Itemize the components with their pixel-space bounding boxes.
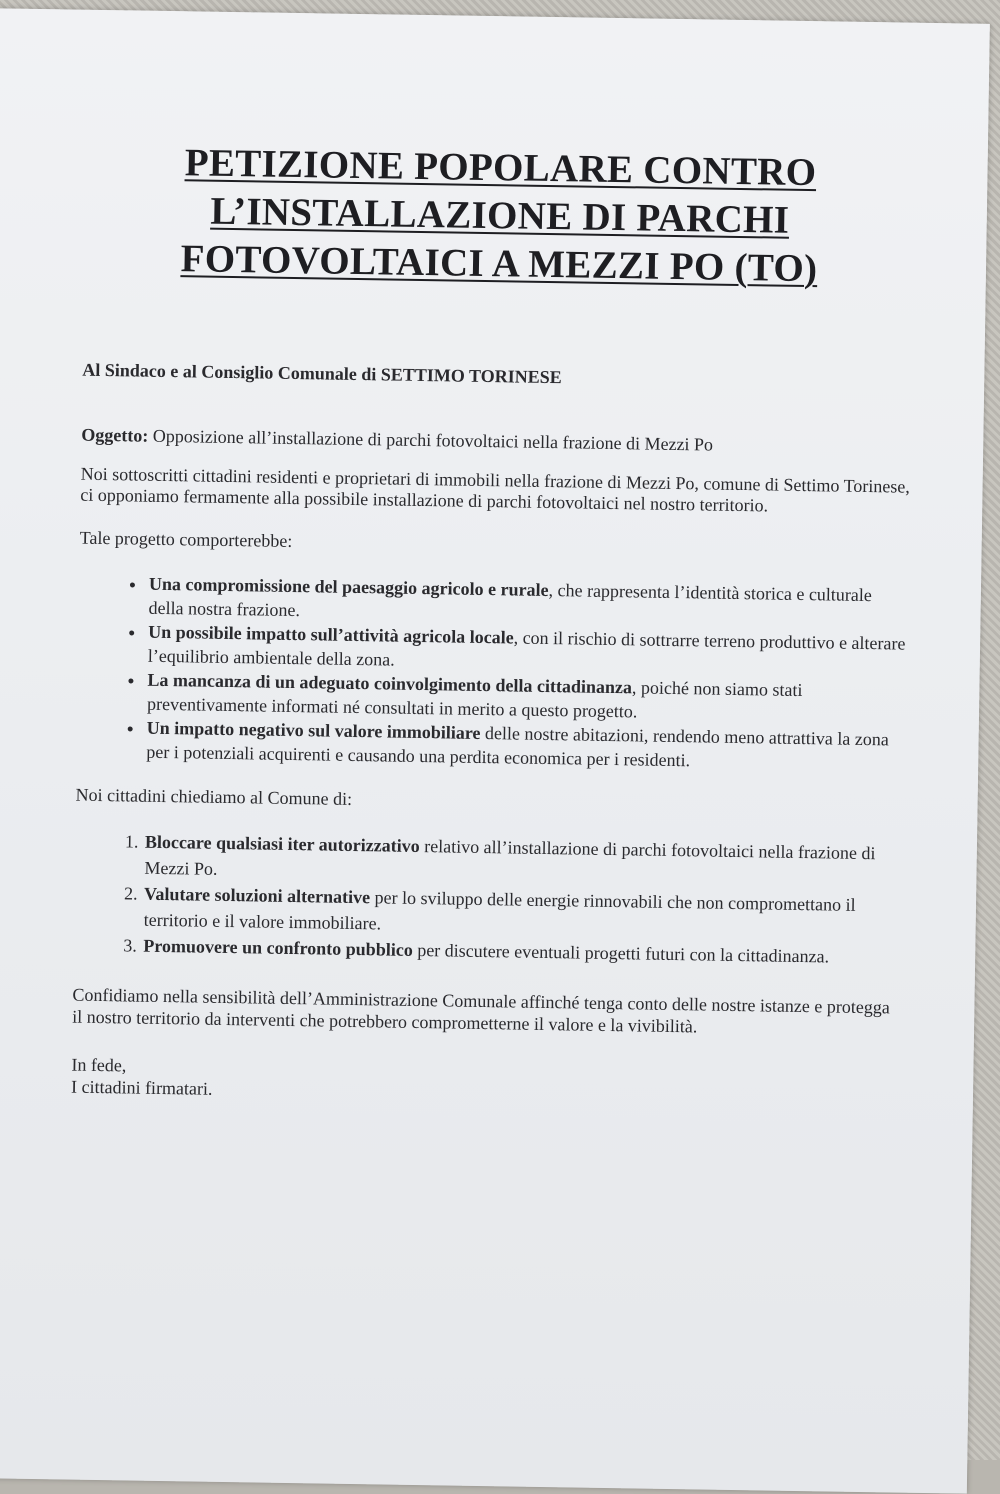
- concern-text: delle nostre abitazioni, rendendo meno attrattiva la zona per i potenziali acquirenti e causando una perdita economica per i residenti.: [146, 722, 889, 771]
- concern-text: , che rappresenta l’identità storica e culturale della nostra frazione.: [148, 580, 873, 621]
- concern-bold: La mancanza di un adeguato coinvolgimento della cittadinanza: [147, 669, 633, 698]
- request-text: relativo all’installazione di parchi fotovoltaici nella frazione di Mezzi Po.: [144, 836, 876, 879]
- request-bold: Valutare soluzioni alternative: [143, 883, 371, 908]
- request-bold: Promuovere un confronto pubblico: [143, 935, 413, 960]
- signoff-line-1: In fede,: [71, 1054, 127, 1076]
- subject-line: [81, 425, 911, 459]
- closing-paragraph: Confidiamo nella sensibilità dell’Amministrazione Comunale affinché tenga conto delle nostre istanze e protegga il nostro territorio da interventi che potrebbero comprometterne il valore e la vivibilità.: [72, 984, 890, 1037]
- signoff: [71, 1054, 902, 1111]
- concern-text: , poiché non siamo stati preventivamente informati né consultati in merito a questo progetto.: [146, 677, 803, 722]
- concerns-list: [76, 571, 909, 776]
- concern-text: , con il rischio di sottrarre terreno produttivo e alterare l’equilibrio ambientale della zona.: [147, 627, 906, 670]
- concern-bold: Un possibile impatto sull’attività agricola locale: [148, 621, 514, 648]
- addressee: Al Sindaco e al Consiglio Comunale di SETTIMO TORINESE: [82, 359, 562, 388]
- request-text: per lo sviluppo delle energie rinnovabili che non compromettano il territorio e il valore immobiliare.: [143, 887, 856, 934]
- requests-intro: Noi cittadini chiediamo al Comune di:: [75, 784, 353, 809]
- petition-document: [71, 10, 918, 1111]
- paper-sheet: [0, 8, 990, 1494]
- subject-label: Oggetto:: [81, 424, 149, 446]
- requests-list: [73, 828, 905, 971]
- concern-bold: Una compromissione del paesaggio agricolo e rurale: [148, 573, 549, 601]
- title-line-3: FOTOVOLTAICI A MEZZI PO (TO): [180, 237, 818, 291]
- concern-bold: Un impatto negativo sul valore immobiliare: [146, 717, 481, 743]
- request-text: per discutere eventuali progetti futuri con la cittadinanza.: [412, 939, 830, 967]
- request-bold: Bloccare qualsiasi iter autorizzativo: [144, 831, 420, 857]
- opening-paragraph: Noi sottoscritti cittadini residenti e proprietari di immobili nella frazione di Mezzi Po, comune di Settimo Torinese, ci opponiamo fermamente alla possibile installazione di parchi fotovoltaici nel nostro territorio.: [80, 463, 910, 516]
- concerns-intro: Tale progetto comporterebbe:: [79, 527, 293, 551]
- subject-text: Opposizione all’installazione di parchi fotovoltaici nella frazione di Mezzi Po: [152, 425, 714, 455]
- petition-title: [84, 138, 916, 295]
- title-line-1: PETIZIONE POPOLARE CONTRO: [184, 141, 817, 195]
- signoff-line-2: I cittadini firmatari.: [70, 1076, 213, 1099]
- title-line-2: L’INSTALLAZIONE DI PARCHI: [210, 189, 790, 242]
